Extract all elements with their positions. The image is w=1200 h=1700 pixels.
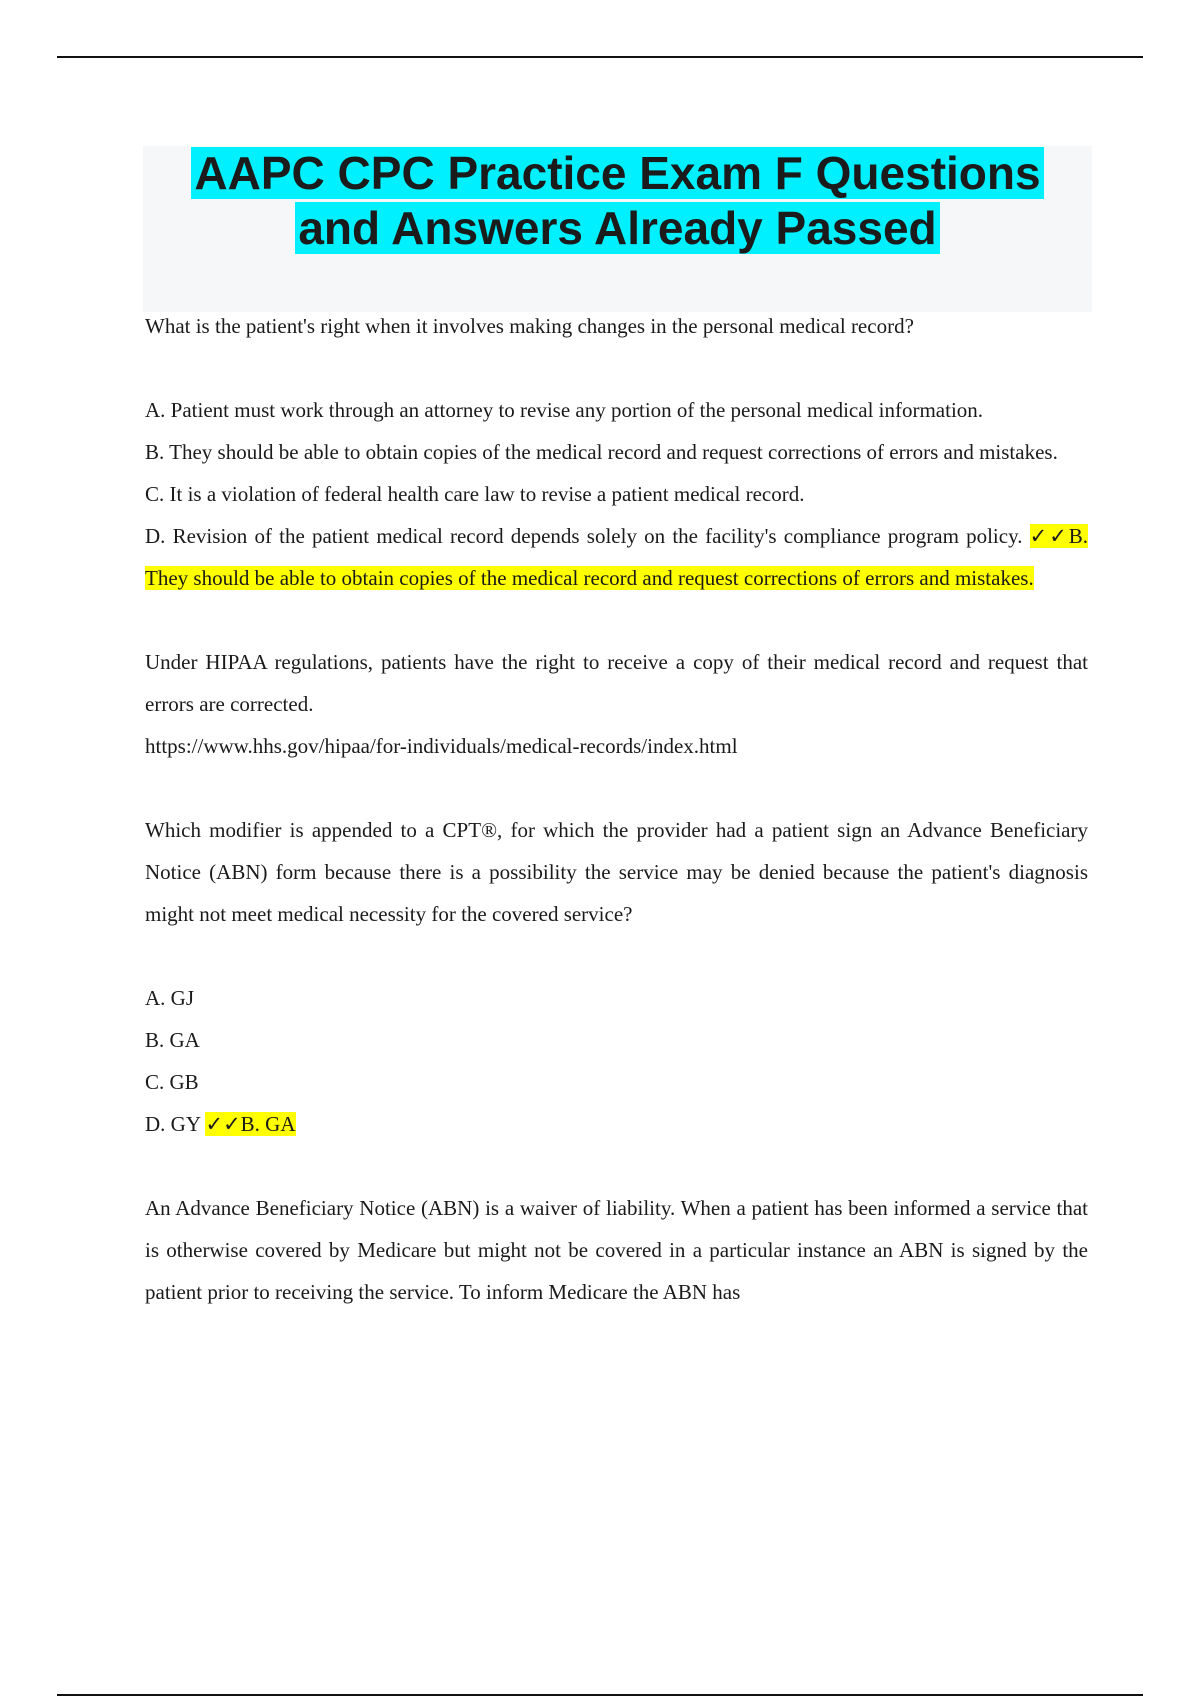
question-1-option-b: B. They should be able to obtain copies of the medical record and request corrections of errors and mistakes. <box>145 440 1058 464</box>
spacer <box>145 599 1088 641</box>
spacer <box>145 347 1088 389</box>
question-2-option-a: A. GJ <box>145 986 195 1010</box>
spacer <box>145 1145 1088 1187</box>
question-2-option-b: B. GA <box>145 1028 200 1052</box>
question-1-option-a: A. Patient must work through an attorney to revise any portion of the personal medical information. <box>145 398 984 422</box>
question-2-option-d-with-answer <box>145 1103 1088 1145</box>
question-2-explanation: An Advance Beneficiary Notice (ABN) is a waiver of liability. When a patient has been informed a service that is otherwise covered by Medicare but might not be covered in a particular instance an ABN is signed by the patient prior to receiving the service. To inform Medicare the ABN has <box>145 1196 1088 1304</box>
top-rule <box>57 56 1143 58</box>
spacer <box>145 935 1088 977</box>
question-1-option-d-with-answer <box>145 515 1088 599</box>
title-block <box>143 146 1092 312</box>
title-line-1: AAPC CPC Practice Exam F Questions <box>191 147 1043 199</box>
question-1-option-c: C. It is a violation of federal health care law to revise a patient medical record. <box>145 482 805 506</box>
question-2-option-c: C. GB <box>145 1070 199 1094</box>
question-2-answer-highlight <box>205 1112 295 1136</box>
question-2-text: Which modifier is appended to a CPT®, for which the provider had a patient sign an Advance Beneficiary Notice (ABN) form because there is a possibility the service may be denied because the patient's diagnosis might not meet medical necessity for the covered service? <box>145 818 1088 926</box>
question-2-option-d: D. GY <box>145 1112 201 1136</box>
spacer <box>145 767 1088 809</box>
question-1-text: What is the patient's right when it involves making changes in the personal medical record? <box>145 314 914 338</box>
title-line-2: and Answers Already Passed <box>295 202 939 254</box>
document-body <box>145 305 1088 1313</box>
checkmark-icon: ✓✓ <box>205 1112 241 1136</box>
question-2-answer: B. GA <box>240 1112 296 1136</box>
question-1-explanation: Under HIPAA regulations, patients have the right to receive a copy of their medical record and request that errors are corrected. <box>145 650 1088 716</box>
document-title <box>143 146 1092 256</box>
bottom-rule <box>57 1694 1143 1696</box>
question-1-reference-link: https://www.hhs.gov/hipaa/for-individuals/medical-records/index.html <box>145 734 738 758</box>
checkmark-icon: ✓✓ <box>1029 524 1069 548</box>
question-1-option-d: D. Revision of the patient medical record depends solely on the facility's compliance program policy. <box>145 524 1023 548</box>
question-1-answer: B. They should be able to obtain copies of the medical record and request corrections of errors and mistakes. <box>145 524 1088 590</box>
